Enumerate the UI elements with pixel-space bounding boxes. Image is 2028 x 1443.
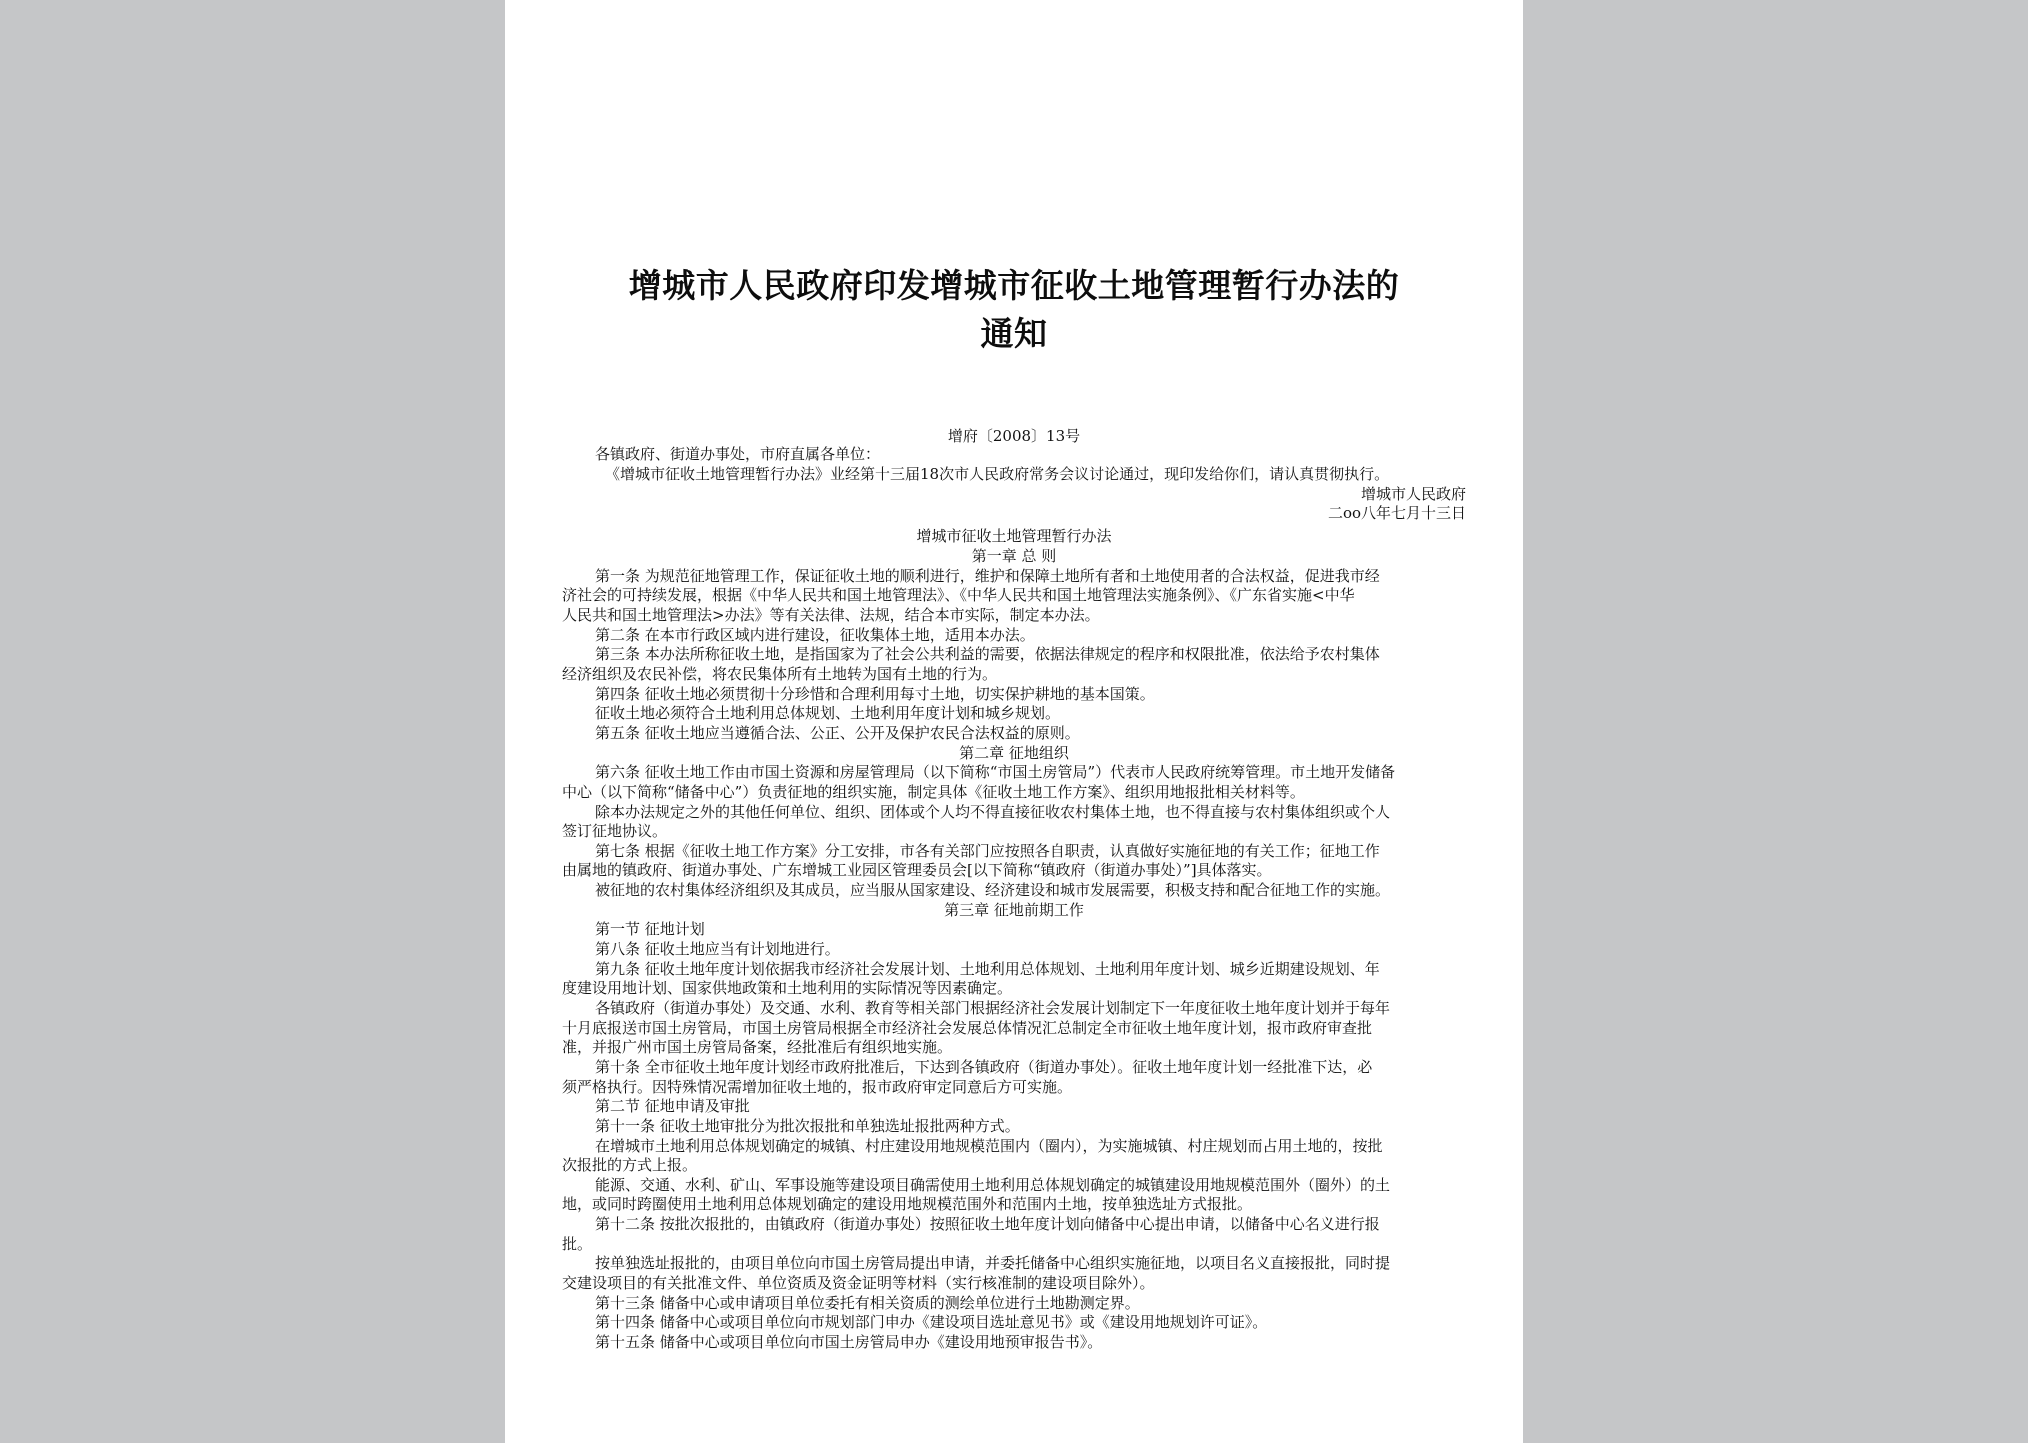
text-line: 签订征地协议。 (562, 822, 668, 841)
text-line: 在增城市土地利用总体规划确定的城镇、村庄建设用地规模范围内（圈内），为实施城镇、村庄规划而占用土地的，按批 (595, 1136, 1383, 1155)
chapter-heading: 第二章 征地组织 (959, 743, 1069, 762)
document-page (505, 0, 1523, 1443)
measures-title: 增城市征收土地管理暂行办法 (916, 527, 1112, 545)
text-line: 第十条 全市征收土地年度计划经市政府批准后，下达到各镇政府（街道办事处）。征收土地年度计划一经批准下达，必 (595, 1057, 1373, 1076)
text-line: 第五条 征收土地应当遵循合法、公正、公开及保护农民合法权益的原则。 (595, 723, 1080, 742)
notice-date: 二oo八年七月十三日 (1327, 504, 1466, 522)
text-line: 第二节 征地申请及审批 (595, 1097, 750, 1116)
text-line: 地，或同时跨圈使用土地利用总体规划确定的建设用地规模范围外和范围内土地，按单独选址方式报批。 (562, 1195, 1253, 1214)
text-line: 第九条 征收土地年度计划依据我市经济社会发展计划、土地利用总体规划、土地利用年度计划、城乡近期建设规划、年 (595, 959, 1380, 978)
text-line: 第三条 本办法所称征收土地，是指国家为了社会公共利益的需要，依据法律规定的程序和权限批准，依法给予农村集体 (595, 645, 1380, 664)
notice-issuer: 增城市人民政府 (1360, 485, 1466, 503)
text-line: 第六条 征收土地工作由市国土资源和房屋管理局（以下简称“市国土房管局”）代表市人民政府统筹管理。市土地开发储备 (595, 763, 1396, 782)
text-line: 第四条 征收土地必须贯彻十分珍惜和合理利用每寸土地，切实保护耕地的基本国策。 (595, 684, 1155, 703)
text-line: 第十五条 储备中心或项目单位向市国土房管局申办《建设用地预审报告书》。 (595, 1333, 1103, 1351)
document-title-line-2: 通知 (980, 314, 1048, 353)
text-line: 须严格执行。因特殊情况需增加征收土地的，报市政府审定同意后方可实施。 (562, 1077, 1073, 1096)
text-line: 中心（以下简称“储备中心”）负责征地的组织实施，制定具体《征收土地工作方案》、组织用地报批相关材料等。 (562, 782, 1305, 801)
text-line: 第十三条 储备中心或申请项目单位委托有相关资质的测绘单位进行土地勘测定界。 (595, 1293, 1140, 1312)
text-line: 交建设项目的有关批准文件、单位资质及资金证明等材料（实行核准制的建设项目除外）。 (562, 1274, 1155, 1292)
text-line: 第十一条 征收土地审批分为批次报批和单独选址报批两种方式。 (595, 1116, 1020, 1135)
text-line: 被征地的农村集体经济组织及其成员，应当服从国家建设、经济建设和城市发展需要，积极支持和配合征地工作的实施。 (595, 881, 1391, 899)
chapter-heading: 第一章 总 则 (971, 547, 1057, 565)
text-line: 第七条 根据《征收土地工作方案》分工安排，市各有关部门应按照各自职责，认真做好实施征地的有关工作；征地工作 (595, 841, 1380, 860)
document-title-line-1: 增城市人民政府印发增城市征收土地管理暂行办法的 (628, 266, 1400, 305)
text-line: 除本办法规定之外的其他任何单位、组织、团体或个人均不得直接征收农村集体土地，也不得直接与农村集体组织或个人 (595, 802, 1391, 821)
text-line: 各镇政府（街道办事处）及交通、水利、教育等相关部门根据经济社会发展计划制定下一年度征收土地年度计划并于每年 (595, 999, 1391, 1017)
text-line: 第二条 在本市行政区域内进行建设，征收集体土地，适用本办法。 (595, 625, 1035, 644)
text-line: 第八条 征收土地应当有计划地进行。 (595, 940, 840, 958)
document-number: 增府〔2008〕13号 (947, 427, 1081, 445)
text-line: 准，并报广州市国土房管局备案，经批准后有组织地实施。 (562, 1038, 953, 1057)
chapter-heading: 第三章 征地前期工作 (944, 900, 1084, 919)
text-line: 度建设用地计划、国家供地政策和土地利用的实际情况等因素确定。 (562, 979, 1013, 998)
text-line: 批。 (562, 1234, 593, 1253)
text-line: 第一条 为规范征地管理工作，保证征收土地的顺利进行，维护和保障土地所有者和土地使用者的合法权益，促进我市经 (595, 566, 1380, 585)
text-line: 经济组织及农民补偿，将农民集体所有土地转为国有土地的行为。 (562, 664, 998, 683)
notice-body: 《增城市征收土地管理暂行办法》业经第十三届18次市人民政府常务会议讨论通过，现印发给你们，请认真贯彻执行。 (605, 465, 1390, 483)
text-line: 由属地的镇政府、街道办事处、广东增城工业园区管理委员会[以下简称“镇政府（街道办事处）”]具体落实。 (562, 861, 1272, 880)
text-line: 次报批的方式上报。 (562, 1156, 698, 1175)
text-line: 第十四条 储备中心或项目单位向市规划部门申办《建设项目选址意见书》或《建设用地规划许可证》。 (595, 1313, 1268, 1332)
text-line: 第一节 征地计划 (595, 920, 705, 939)
text-line: 十月底报送市国土房管局，市国土房管局根据全市经济社会发展总体情况汇总制定全市征收土地年度计划，报市政府审查批 (562, 1018, 1373, 1037)
text-line: 能源、交通、水利、矿山、军事设施等建设项目确需使用土地利用总体规划确定的城镇建设用地规模范围外（圈外）的土 (595, 1175, 1391, 1194)
text-line: 按单独选址报批的，由项目单位向市国土房管局提出申请，并委托储备中心组织实施征地，以项目名义直接报批，同时提 (595, 1254, 1391, 1273)
text-line: 第十二条 按批次报批的，由镇政府（街道办事处）按照征收土地年度计划向储备中心提出申请，以储备中心名义进行报 (595, 1215, 1380, 1234)
notice-addressee: 各镇政府、街道办事处，市府直属各单位： (595, 445, 881, 463)
text-line: 济社会的可持续发展，根据《中华人民共和国土地管理法》、《中华人民共和国土地管理法实施条例》、《广东省实施<中华 (562, 586, 1355, 605)
text-line: 征收土地必须符合土地利用总体规划、土地利用年度计划和城乡规划。 (595, 704, 1061, 723)
text-line: 人民共和国土地管理法>办法》等有关法律、法规，结合本市实际，制定本办法。 (562, 606, 1100, 624)
measures-body (505, 0, 1523, 1443)
